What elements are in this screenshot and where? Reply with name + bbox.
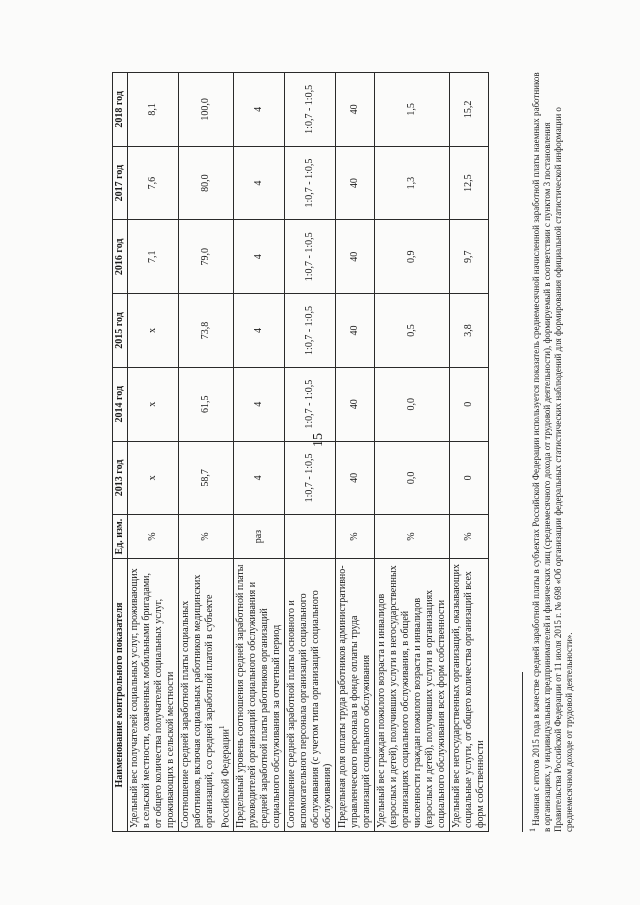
indicator-name [336, 558, 375, 831]
indicator-value: 3,8 [450, 294, 489, 368]
header-year-2014: 2014 год [113, 367, 128, 441]
table-row [336, 73, 375, 832]
indicator-value: 7,6 [128, 146, 179, 220]
table-row [128, 73, 179, 832]
header-year-2016: 2016 год [113, 220, 128, 294]
indicator-name [234, 558, 285, 831]
indicator-value: 0,0 [375, 367, 450, 441]
indicator-value: 15,2 [450, 73, 489, 147]
indicator-name-text: Соотношение средней заработной платы основного и вспомогательного персонала организаций социального обслуживания (с учетом типа организаций социального обслуживания) [286, 590, 334, 828]
indicator-value: 8,1 [128, 73, 179, 147]
indicator-name-text: Удельный вес негосударственных организаций, оказывающих социальные услуги, от общего количества организаций всех форм собственности [451, 564, 487, 828]
indicator-unit: раз [234, 515, 285, 559]
indicator-value: 9,7 [450, 220, 489, 294]
footnote-text: Начиная с итогов 2015 года в качестве средней заработной платы в субъектах Российской Федерации используется показатель среднемесячной начисленной заработной платы наемных работников в организациях, у индивидуальных предпринимателей и физических лиц (среднемесячного дохода от трудовой деятельности), формируемый в соответствии с пунктом 3 постановления Правительства Российской Федерации от 11 июля 2015 г. № 698 «Об организации федеральных статистических наблюдений для формирования официальной статистической информации о среднемесячном доходе от трудовой деятельности». [531, 72, 574, 832]
indicator-value: 4 [234, 367, 285, 441]
table-row [375, 73, 450, 832]
indicator-value: 100,0 [179, 73, 234, 147]
indicator-unit: % [450, 515, 489, 559]
indicator-value: 61,5 [179, 367, 234, 441]
indicator-name [450, 558, 489, 831]
indicator-value: 40 [336, 441, 375, 515]
table-header-row [113, 73, 128, 832]
indicator-value: 12,5 [450, 146, 489, 220]
indicator-value: 1:0,7 - 1:0,5 [285, 220, 336, 294]
footnote-reference: 1 [218, 725, 226, 729]
indicator-value: 73,8 [179, 294, 234, 368]
rotated-document [102, 62, 640, 842]
indicator-name [128, 558, 179, 831]
indicator-value: 1:0,7 - 1:0,5 [285, 441, 336, 515]
indicator-value: 1:0,7 - 1:0,5 [285, 146, 336, 220]
indicator-value: 4 [234, 73, 285, 147]
indicator-value: х [128, 294, 179, 368]
indicator-name-text: Соотношение средней заработной платы социальных работников, включая социальных работников медицинских организаций, со средней заработной платой в субъекте Российской Федерации [180, 574, 232, 828]
indicator-value: 40 [336, 146, 375, 220]
indicator-value: х [128, 367, 179, 441]
indicator-value: 58,7 [179, 441, 234, 515]
indicator-name-text: Удельный вес граждан пожилого возраста и инвалидов (взрослых и детей), получивших услуги в негосударственных организациях социального обслуживания, в общей численности граждан пожилого возраста и инвалидов (взрослых и детей), получивших услуги в организациях социального обслуживания всех форм собственности [376, 565, 448, 828]
indicator-name-text: Предельная доля оплаты труда работников административно-управленческого персонала в фонде оплаты труда организаций социального обслуживания [337, 565, 373, 828]
indicator-value: 80,0 [179, 146, 234, 220]
indicator-value: 0 [450, 441, 489, 515]
header-unit: Ед. изм. [113, 515, 128, 559]
indicator-name [375, 558, 450, 831]
indicator-unit [285, 515, 336, 559]
indicator-value: 0 [450, 367, 489, 441]
indicator-value: 4 [234, 441, 285, 515]
indicator-name-text: Удельный вес получателей социальных услуг, проживающих в сельской местности, охваченных мобильными бригадами, от общего количества получателей социальных услуг, проживающих в сельской местности [129, 568, 176, 828]
header-year-2018: 2018 год [113, 73, 128, 147]
indicator-value: 40 [336, 220, 375, 294]
indicator-value: 79,0 [179, 220, 234, 294]
indicator-name [285, 558, 336, 831]
indicator-value: 1,5 [375, 73, 450, 147]
indicator-value: 4 [234, 294, 285, 368]
table-row [450, 73, 489, 832]
table-body [128, 73, 489, 832]
indicator-name [179, 558, 234, 831]
indicator-value: 40 [336, 294, 375, 368]
indicator-unit: % [336, 515, 375, 559]
footnote-mark: 1 [528, 828, 537, 832]
footnote [522, 72, 575, 832]
table-row [285, 73, 336, 832]
indicator-name-text: Предельный уровень соотношения средней заработной платы руководителей организаций социального обслуживания и средней заработной платы работников организаций социального обслуживания за отчетный период [235, 564, 283, 828]
page-number: 15 [311, 433, 326, 447]
header-year-2015: 2015 год [113, 294, 128, 368]
indicator-unit: % [128, 515, 179, 559]
indicator-value: х [128, 441, 179, 515]
footnote-divider [522, 672, 523, 832]
indicators-table [112, 72, 489, 832]
indicator-value: 1:0,7 - 1:0,5 [285, 73, 336, 147]
header-year-2017: 2017 год [113, 146, 128, 220]
indicator-unit: % [179, 515, 234, 559]
header-name: Наименование контрольного показателя [113, 558, 128, 831]
table-row [179, 73, 234, 832]
indicator-value: 0,0 [375, 441, 450, 515]
indicator-value: 0,9 [375, 220, 450, 294]
indicator-value: 4 [234, 146, 285, 220]
indicator-value: 0,5 [375, 294, 450, 368]
header-year-2013: 2013 год [113, 441, 128, 515]
indicator-value: 1,3 [375, 146, 450, 220]
indicator-unit: % [375, 515, 450, 559]
indicator-value: 40 [336, 367, 375, 441]
indicator-value: 40 [336, 73, 375, 147]
indicator-value: 4 [234, 220, 285, 294]
table-row [234, 73, 285, 832]
indicator-value: 1:0,7 - 1:0,5 [285, 294, 336, 368]
indicator-value: 7,1 [128, 220, 179, 294]
indicator-value: 1:0,7 - 1:0,5 [285, 367, 336, 441]
